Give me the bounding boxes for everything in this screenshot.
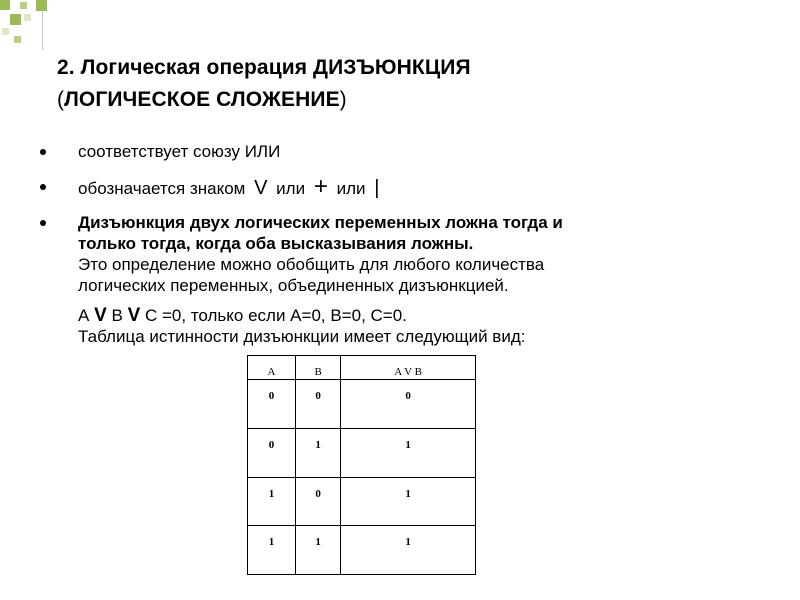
bullet-dot-icon [40,184,46,190]
definition-block [78,212,563,347]
truth-table [247,355,476,575]
bar-symbol: | [374,177,380,199]
truth-table-intro: Таблица истинности дизъюнкции имеет следующий вид: [78,327,526,346]
formula-b: В [111,306,123,325]
bullet-dot-icon [40,220,46,226]
corner-decoration [0,0,60,50]
notation-prefix: обозначается знаком [78,179,246,198]
table-header-row [248,356,476,380]
definition-bold-line-1: Дизъюнкция двух логических переменных ложна тогда и [78,213,563,232]
bullet-dot-icon [40,149,46,155]
definition-bold-line-2: только тогда, когда оба высказывания ложны. [78,234,474,253]
title-line-2 [57,84,777,116]
table-cell: 0 [295,477,340,526]
table-cell: 1 [248,526,296,575]
table-cell: 1 [295,428,340,477]
decoration-square [0,0,10,10]
table-cell: 0 [295,380,340,429]
bullet-text: соответствует союзу ИЛИ [78,142,281,161]
header-cell-b: B [295,356,340,380]
header-cell-a: A [248,356,296,380]
title-paren-close: ) [339,88,347,111]
or-word-2: или [336,179,366,198]
table-cell: 0 [341,380,476,429]
definition-line-4: логических переменных, объединенных дизъюнкцией. [78,276,509,295]
formula-a: А [78,306,90,325]
table-cell: 1 [295,526,340,575]
or-symbol: V [254,177,268,199]
or-word-1: или [276,179,306,198]
formula-line [78,305,563,326]
table-cell: 0 [248,380,296,429]
decoration-square [20,2,27,9]
formula-or-symbol-1: V [94,305,107,326]
title-line-2-text: ЛОГИЧЕСКОЕ СЛОЖЕНИЕ [64,88,340,111]
table-row [248,526,476,575]
plus-symbol: + [313,173,328,200]
table-row [248,428,476,477]
formula-rest: С =0, только если А=0, В=0, С=0. [145,306,407,325]
table-cell: 1 [248,477,296,526]
decoration-square [14,36,21,43]
title-paren-open: ( [57,88,65,111]
decoration-square [24,14,31,21]
formula-or-symbol-2: V [127,305,141,326]
table-cell: 1 [341,526,476,575]
slide-title [57,52,777,116]
table-cell: 0 [248,428,296,477]
decoration-square [10,14,21,25]
definition-line-3: Это определение можно обобщить для любого количества [78,255,545,274]
decoration-square [36,0,47,11]
bullet-text [78,173,383,200]
table-cell: 1 [341,477,476,526]
table-row [248,477,476,526]
decoration-square [2,28,9,35]
table-cell: 1 [341,428,476,477]
table-row [248,380,476,429]
header-cell-a-or-b: A V B [341,356,476,380]
title-line-1: 2. Логическая операция ДИЗЪЮНКЦИЯ [57,56,471,79]
